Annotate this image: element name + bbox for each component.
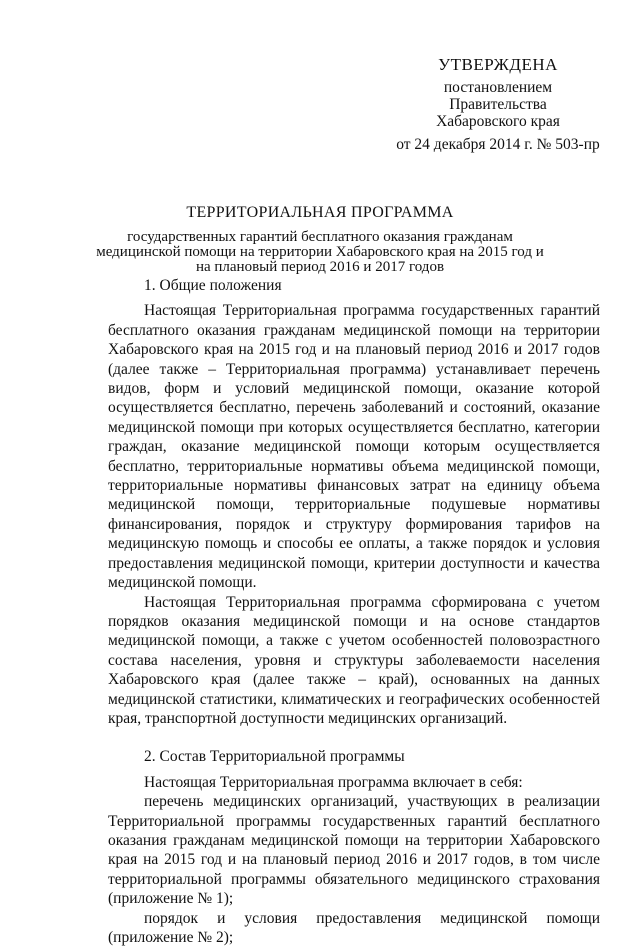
document-subtitle-line: на плановый период 2016 и 2017 годов (195, 259, 445, 275)
document-body (108, 276, 600, 947)
approval-heading: УТВЕРЖДЕНА (438, 55, 558, 74)
document-title: ТЕРРИТОРИАЛЬНАЯ ПРОГРАММА (186, 204, 454, 221)
paragraph: перечень медицинских организаций, участвующих в реализации Территориальной программы государственных гарантий бесплатного оказания гражданам медицинской помощи на территории Хабаровского края на 2015 год и на плановый период 2016 и 2017 годов, в том числе территориальной программы обязательного медицинского страхования (приложение № 1); (108, 793, 600, 908)
approval-date: от 24 декабря 2014 г. № 503-пр (396, 136, 600, 153)
paragraph: Настоящая Территориальная программа включает в себя: (144, 773, 523, 791)
document-subtitle-line: государственных гарантий бесплатного оказания гражданам (127, 229, 513, 245)
approval-line: Правительства (449, 96, 547, 113)
section-heading: 1. Общие положения (144, 277, 282, 294)
document-subtitle-line: медицинской помощи на территории Хабаровского края на 2015 год и (96, 244, 544, 260)
section-heading: 2. Состав Территориальной программы (144, 748, 405, 766)
approval-line: постановлением (443, 79, 553, 96)
document-title-block (60, 204, 580, 275)
approval-line: Хабаровского края (436, 113, 560, 130)
approval-stamp (388, 56, 608, 153)
paragraph: Настоящая Территориальная программа сформирована с учетом порядков оказания медицинской помощи и на основе стандартов медицинской помощи, а также с учетом особенностей половозрастного состава населения, уровня и структуры заболеваемости населения Хабаровского края (далее также – край), основанных на данных медицинской статистики, климатических и географических особенностей края, транспортной доступности медицинских организаций. (108, 593, 600, 727)
paragraph: порядок и условия предоставления медицинской помощи (приложение № 2); (108, 909, 600, 946)
paragraph: Настоящая Территориальная программа государственных гарантий бесплатного оказания гражданам медицинской помощи на территории Хабаровского края на 2015 год и на плановый период 2016 и 2017 годов (далее также – Территориальная программа) устанавливает перечень видов, форм и условий медицинской помощи, оказание которой осуществляется бесплатно, перечень заболеваний и состояний, оказание медицинской помощи при которых осуществляется бесплатно, категории граждан, оказание медицинской помощи которым осуществляется бесплатно, территориальные нормативы объема медицинской помощи, территориальные нормативы финансовых затрат на единицу объема медицинской помощи, территориальные подушевые нормативы финансирования, порядок и структуру формирования тарифов на медицинскую помощь и способы ее оплаты, а также порядок и условия предоставления медицинской помощи, критерии доступности и качества медицинской помощи. (108, 302, 600, 592)
